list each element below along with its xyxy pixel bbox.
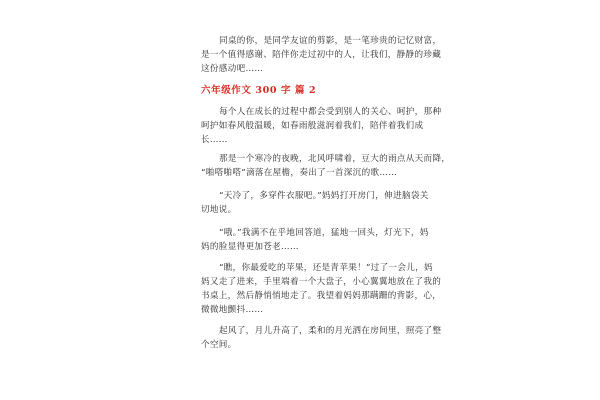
essay-heading: 六年级作文 300 字 篇 2 — [201, 85, 317, 96]
text-line: 妈又走了进来，手里端着一个大盘子，小心翼翼地放在了我的 — [201, 277, 442, 287]
text-line: “天冷了，多穿件衣服吧。”妈妈打开房门，伸进脑袋关 — [219, 191, 429, 201]
paragraph — [201, 189, 429, 217]
text-line: “瞧，你最爱吃的苹果，还是青苹果！”过了一会儿，妈 — [219, 263, 433, 273]
text-line: 是一个值得感谢、陪伴你走过初中的人，让我们，静静的珍藏 — [201, 50, 442, 60]
text-line: 长…… — [201, 135, 228, 145]
text-line: 切地说。 — [201, 205, 237, 215]
paragraph — [201, 226, 429, 254]
text-line: 那是一个寒冷的夜晚，北风呼啸着，豆大的雨点从天而降， — [219, 154, 451, 164]
text-line: 同桌的你，是同学友谊的剪影，是一笔珍贵的记忆财富， — [219, 36, 442, 46]
text-line: 每个人在成长的过程中都会受到别人的关心、呵护，那种 — [219, 107, 442, 117]
essay-closing-paragraph — [201, 34, 442, 76]
text-line: “啪嗒啪嗒”滴落在屋檐，奏出了一首深沉的歌…… — [201, 168, 398, 178]
text-line: 这份感动吧…… — [201, 64, 264, 74]
text-line: 微微地颤抖…… — [201, 305, 264, 315]
text-line: 个空间。 — [201, 340, 237, 350]
paragraph — [201, 261, 442, 317]
text-line: 书桌上，然后静悄悄地走了。我望着妈妈那蹒跚的背影，心， — [201, 291, 442, 301]
paragraph — [201, 152, 451, 180]
text-line: 妈的脸显得更加苍老…… — [201, 242, 299, 252]
paragraph — [201, 324, 442, 352]
text-line: 呵护如春风般温暖，如春雨般滋润着我们，陪伴着我们成 — [201, 121, 424, 131]
text-line: 起风了，月儿升高了，柔和的月光洒在房间里，照亮了整 — [219, 326, 442, 336]
text-line: “哦。”我满不在乎地回答道，猛地一回头，灯光下，妈 — [219, 228, 429, 238]
paragraph — [201, 105, 442, 147]
